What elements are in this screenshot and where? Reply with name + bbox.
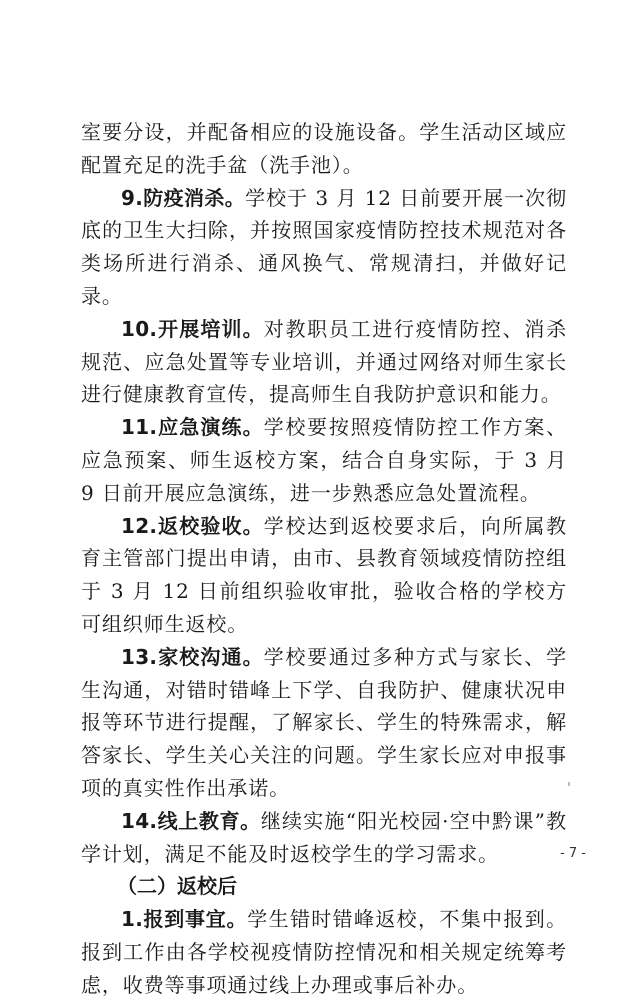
item-label: 11.应急演练。 [121,415,264,440]
item-label: 14.线上教育。 [121,808,261,833]
item-label: 13.家校沟通。 [121,644,264,669]
paragraph-item-14 [81,805,567,871]
paragraph-item-13 [81,641,567,805]
paragraph-text: 室要分设，并配备相应的设施设备。学生活动区域应配置充足的洗手盆（洗手池）。 [81,120,567,177]
item-label: 12.返校验收。 [121,513,264,538]
paragraph-text: 学校要按照疫情防控工作方案、应急预案、师生返校方案，结合自身实际，于 3 月 9 日前开展应急演练，进一步熟悉应急处置流程。 [81,415,567,505]
page-number: - 7 - [560,846,586,861]
paragraph-text: 学校要通过多种方式与家长、学生沟通，对错时错峰上下学、自我防护、健康状况申报等环节进行提醒，了解家长、学生的特殊需求，解答家长、学生关心关注的问题。学生家长应对申报事项的真实性作出承诺。 [81,644,567,800]
section-heading: （二）返校后 [117,874,237,899]
item-label: 9.防疫消杀。 [121,185,246,210]
scan-speck [568,782,570,786]
paragraph-text: 对教职员工进行疫情防控、消杀规范、应急处置等专业培训，并通过网络对师生家长进行健康教育宣传，提高师生自我防护意识和能力。 [81,316,567,407]
paragraph-item-9 [81,182,567,313]
paragraph-item-1 [81,903,567,1001]
item-label: 10.开展培训。 [121,316,264,341]
item-label: 1.报到事宜。 [121,907,248,932]
paragraph-text: 学校于 3 月 12 日前要开展一次彻底的卫生大扫除，并按照国家疫情防控技术规范对各类场所进行消杀、通风换气、常规清扫，并做好记录。 [81,185,567,308]
paragraph-item-11 [81,411,567,509]
paragraph-text: 继续实施“阳光校园·空中黔课”教学计划，满足不能及时返校学生的学习需求。 [81,808,567,866]
paragraph-continuation [81,116,567,182]
paragraph-item-12 [81,510,567,641]
paragraph-item-10 [81,313,567,411]
document-body [81,116,567,1002]
paragraph-text: 学生错时错峰返校，不集中报到。报到工作由各学校视疫情防控情况和相关规定统筹考虑，收费等事项通过线上办理或事后补办。 [81,907,567,997]
paragraph-text: 学校达到返校要求后，向所属教育主管部门提出申请，由市、县教育领域疫情防控组于 3 月 12 日前组织验收审批，验收合格的学校方可组织师生返校。 [81,513,567,636]
